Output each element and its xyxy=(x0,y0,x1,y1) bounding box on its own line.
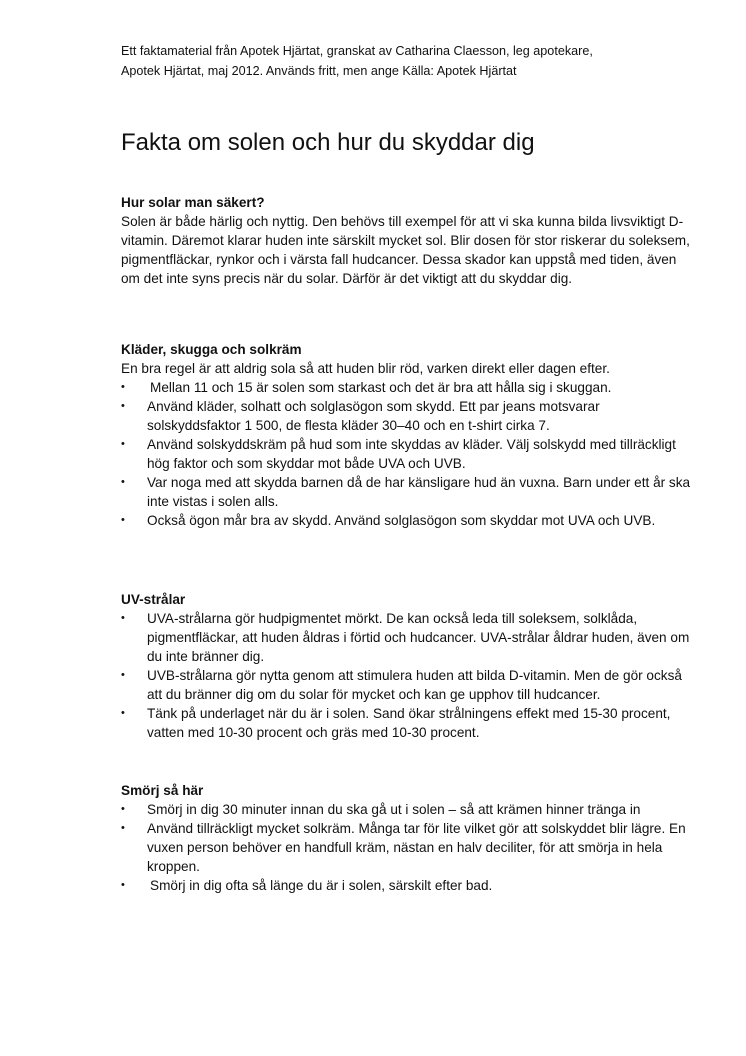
bullet-list xyxy=(121,609,696,742)
list-item xyxy=(121,511,696,530)
bullet-icon: • xyxy=(121,707,125,719)
section-how-to-apply xyxy=(121,781,696,895)
bullet-icon: • xyxy=(121,381,125,393)
list-item xyxy=(121,704,696,742)
list-item-text: UVB-strålarna gör nytta genom att stimulera huden att bilda D-vitamin. Men de gör också att du bränner dig om du solar för mycket och kan ge upphov till hudcancer. xyxy=(147,668,682,702)
list-item-text: UVA-strålarna gör hudpigmentet mörkt. De kan också leda till soleksem, solklåda, pigmentfläckar, att huden åldras i förtid och hudcancer. UVA-strålar åldrar huden, även om du inte bränner dig. xyxy=(147,611,690,664)
section-heading: Smörj så här xyxy=(121,783,204,798)
list-item-text: Var noga med att skydda barnen då de har känsligare hud än vuxna. Barn under ett år ska inte vistas i solen alls. xyxy=(147,475,691,509)
list-item-text: Tänk på underlaget när du är i solen. Sand ökar strålningens effekt med 15-30 procent, vatten med 10-30 procent och gräs med 10-30 procent. xyxy=(147,706,671,740)
list-item-text: Använd kläder, solhatt och solglasögon som skydd. Ett par jeans motsvarar solskyddsfaktor 1 500, de flesta kläder 30–40 och en t-shirt cirka 7. xyxy=(147,399,600,433)
page-title: Fakta om solen och hur du skyddar dig xyxy=(121,129,535,156)
bullet-list xyxy=(121,378,696,530)
section-paragraph: Solen är både härlig och nyttig. Den behövs till exempel för att vi ska kunna bilda livsviktigt D-vitamin. Däremot klarar huden inte särskilt mycket sol. Blir dosen för stor riskerar du soleksem, pigmentfläckar, rynkor och i värsta fall hudcancer. Dessa skador kan uppstå med tiden, även om det inte syns precis när du solar. Därför är det viktigt att du skyddar dig. xyxy=(121,214,690,286)
bullet-icon: • xyxy=(121,822,125,834)
document-header xyxy=(121,41,691,81)
list-item xyxy=(121,435,696,473)
bullet-icon: • xyxy=(121,879,125,891)
section-clothes-shade-sunscreen xyxy=(121,340,696,530)
list-item xyxy=(121,473,696,511)
bullet-list xyxy=(121,800,696,895)
section-heading: UV-strålar xyxy=(121,592,186,607)
list-item xyxy=(121,666,696,704)
bullet-icon: • xyxy=(121,803,125,815)
section-heading: Kläder, skugga och solkräm xyxy=(121,342,302,357)
list-item-text: Använd solskyddskräm på hud som inte skyddas av kläder. Välj solskydd med tillräckligt hög faktor och som skyddar mot både UVA och UVB. xyxy=(147,437,676,471)
bullet-icon: • xyxy=(121,400,125,412)
bullet-icon: • xyxy=(121,438,125,450)
list-item-text: Också ögon mår bra av skydd. Använd solglasögon som skyddar mot UVA och UVB. xyxy=(147,513,656,528)
bullet-icon: • xyxy=(121,476,125,488)
bullet-icon: • xyxy=(121,612,125,624)
bullet-icon: • xyxy=(121,514,125,526)
section-paragraph: En bra regel är att aldrig sola så att huden blir röd, varken direkt eller dagen efter. xyxy=(121,361,610,376)
list-item xyxy=(121,397,696,435)
list-item-text: Smörj in dig 30 minuter innan du ska gå ut i solen – så att krämen hinner tränga in xyxy=(147,802,641,817)
header-line-1: Ett faktamaterial från Apotek Hjärtat, granskat av Catharina Claesson, leg apotekare, xyxy=(121,44,593,58)
list-item xyxy=(121,609,696,666)
list-item xyxy=(121,378,696,397)
list-item xyxy=(121,819,696,876)
section-safe-sunbathing xyxy=(121,193,696,288)
list-item-text: Smörj in dig ofta så länge du är i solen, särskilt efter bad. xyxy=(150,878,493,893)
list-item-text: Använd tillräckligt mycket solkräm. Många tar för lite vilket gör att solskyddet blir lägre. En vuxen person behöver en handfull kräm, nästan en halv deciliter, för att smörja in hela kroppen. xyxy=(147,821,686,874)
section-uv-rays xyxy=(121,590,696,742)
header-line-2: Apotek Hjärtat, maj 2012. Används fritt, men ange Källa: Apotek Hjärtat xyxy=(121,64,517,78)
bullet-icon: • xyxy=(121,669,125,681)
list-item-text: Mellan 11 och 15 är solen som starkast och det är bra att hålla sig i skuggan. xyxy=(150,380,612,395)
section-heading: Hur solar man säkert? xyxy=(121,195,265,210)
list-item xyxy=(121,876,696,895)
list-item xyxy=(121,800,696,819)
